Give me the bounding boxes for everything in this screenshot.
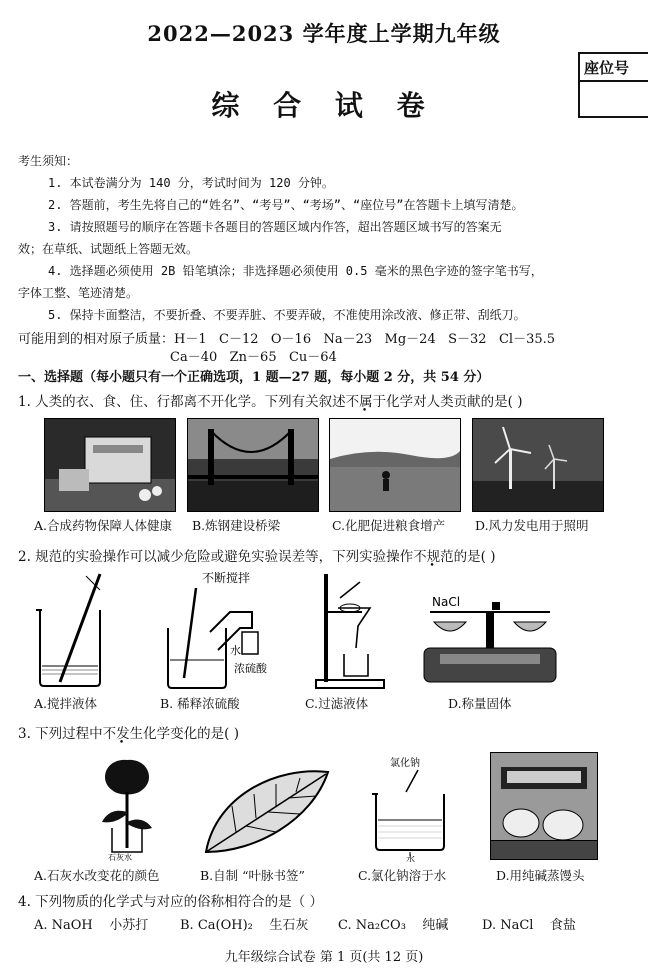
wind-turbine-image	[473, 419, 603, 511]
medicine-image	[45, 419, 175, 511]
notice-item: 4. 选择题必须使用 2B 铅笔填涂；非选择题必须使用 0.5 毫米的黑色字迹的签字笔书写，	[48, 264, 543, 278]
q1-stem-c: 化学对人类贡献的是( )	[386, 394, 523, 410]
atomic-mass-line-2: Ca－40 Zn－65 Cu－64	[170, 350, 337, 365]
water-cn-label: 水	[406, 855, 416, 862]
q3-caption-a: A.石灰水改变花的颜色	[34, 868, 160, 883]
stir-label: 不断搅拌	[202, 571, 251, 585]
nacl-dissolving-diagram	[362, 754, 462, 862]
q2-caption-b: B. 稀释浓硫酸	[160, 696, 240, 711]
stirring-liquid-diagram	[30, 570, 110, 688]
section-heading: 一、选择题（每小题只有一个正确选项，1 题—27 题，每小题 2 分，共 54 分）	[18, 370, 490, 385]
diluting-acid-diagram	[160, 568, 290, 690]
question-3-stem	[18, 722, 239, 742]
water-label: 水	[230, 644, 241, 657]
photo-medicine	[44, 418, 176, 512]
q2-stem-c: 的是( )	[453, 549, 496, 565]
notice-item: 3. 请按照题号的顺序在答题卡各题目的答题区域内作答，超出答题区域书写的答案无	[48, 220, 502, 234]
steamed-buns-image	[491, 753, 597, 859]
acid-label: 浓硫酸	[234, 662, 267, 675]
notice-item: 2. 答题前，考生先将自己的“姓名”、“考号”、“考场”、“座位号”在答题卡上填写清楚。	[48, 198, 524, 212]
exam-subject-title: 综 合 试 卷	[211, 89, 437, 122]
nacl-label: NaCl	[432, 595, 461, 609]
leaf-bookmark-diagram	[196, 766, 336, 858]
q1-stem-a: 1. 人类的衣、食、住、行都离不开化学。下列有关叙述	[18, 394, 346, 410]
seat-number-label: 座位号	[584, 59, 630, 77]
field-image	[330, 419, 460, 511]
q3-caption-d: D.用纯碱蒸馒头	[496, 868, 585, 883]
q2-caption-c: C.过滤液体	[305, 696, 369, 711]
q1-caption-d: D.风力发电用于照明	[475, 518, 589, 533]
q3-emphasis: 不发生	[102, 726, 144, 742]
q3-stem-c: 化学变化的是( )	[143, 726, 239, 742]
photo-steamed-buns	[490, 752, 598, 860]
notice-item: 5. 保持卡面整洁，不要折叠、不要弄脏、不要弄破，不准使用涂改液、修正带、刮纸刀。	[48, 308, 526, 322]
photo-wind-turbine	[472, 418, 604, 512]
q3-caption-c: C.氯化钠溶于水	[358, 868, 447, 883]
limewater-label: 石灰水	[108, 853, 132, 862]
q3-stem-a: 3. 下列过程中	[18, 726, 103, 742]
q2-caption-d: D.称量固体	[448, 696, 512, 711]
nacl-cn-label: 氯化钠	[390, 758, 420, 769]
q3-caption-b: B.自制 “叶脉书签”	[200, 868, 305, 883]
notice-item-continued: 字体工整、笔迹清楚。	[18, 286, 139, 300]
question-1-stem	[18, 390, 523, 410]
notice-item: 1. 本试卷满分为 140 分，考试时间为 120 分钟。	[48, 176, 334, 190]
q1-emphasis: 不属于	[345, 394, 387, 410]
photo-fertilizer-field	[329, 418, 461, 512]
q1-caption-a: A.合成药物保障人体健康	[34, 518, 173, 533]
q4-option-d: D. NaCl 食盐	[482, 918, 576, 933]
weighing-balance-diagram	[420, 592, 560, 690]
rose-limewater-diagram	[92, 752, 162, 862]
notice-item-continued: 效；在草纸、试题纸上答题无效。	[18, 242, 199, 256]
candidate-notice	[18, 150, 632, 326]
seat-box-divider	[578, 80, 648, 82]
q2-stem-a: 2. 规范的实验操作可以减少危险或避免实验误差等，下列实验操作	[18, 549, 414, 565]
q1-caption-b: B.炼钢建设桥梁	[192, 518, 281, 533]
page-footer: 九年级综合试卷 第 1 页(共 12 页)	[224, 950, 424, 965]
exam-year-title: 2022—2023 学年度上学期九年级	[147, 21, 501, 46]
q4-option-c: C. Na₂CO₃ 纯碱	[338, 918, 449, 933]
atomic-mass-line-1: 可能用到的相对原子质量：H－1 C－12 O－16 Na－23 Mg－24 S－32 Cl－35.5	[18, 332, 556, 347]
photo-steel-bridge	[187, 418, 319, 512]
q2-caption-a: A.搅拌液体	[34, 696, 98, 711]
q2-emphasis: 不规范	[413, 549, 454, 565]
q4-option-a: A. NaOH 小苏打	[34, 918, 149, 933]
q1-caption-c: C.化肥促进粮食增产	[332, 518, 446, 533]
question-4-stem: 4. 下列物质的化学式与对应的俗称相符合的是（ ）	[18, 894, 323, 910]
question-2-stem	[18, 545, 496, 565]
q4-option-b: B. Ca(OH)₂ 生石灰	[180, 918, 309, 933]
filtering-diagram	[310, 568, 400, 690]
bridge-image	[188, 419, 318, 511]
notice-heading: 考生须知：	[18, 154, 79, 168]
